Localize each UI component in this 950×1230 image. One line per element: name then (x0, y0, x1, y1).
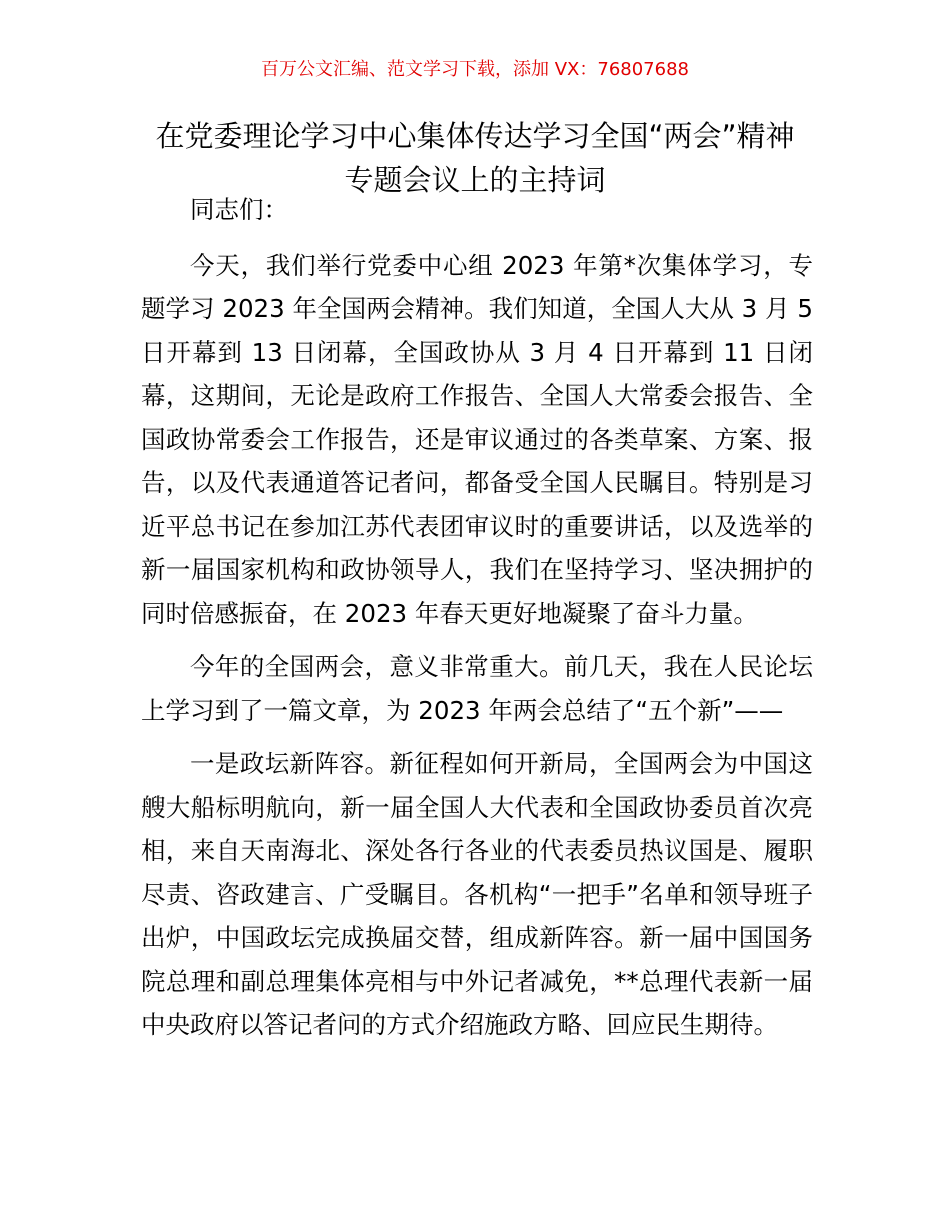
paragraph-1: 今天，我们举行党委中心组 2023 年第*次集体学习，专题学习 2023 年全国两会精神。我们知道，全国人大从 3 月 5 日开幕到 13 日闭幕，全国政协从 3 月 4 日开幕到 11 日闭幕，这期间，无论是政府工作报告、全国人大常委会报告、全国政协常委会工作报告，还是审议通过的各类草案、方案、报告，以及代表通道答记者问，都备受全国人民瞩目。特别是习近平总书记在参加江苏代表团审议时的重要讲话，以及选举的新一届国家机构和政协领导人，我们在坚持学习、坚决拥护的同时倍感振奋，在 2023 年春天更好地凝聚了奋斗力量。 (141, 250, 813, 628)
paragraph-2: 今年的全国两会，意义非常重大。前几天，我在人民论坛上学习到了一篇文章，为 2023 年两会总结了“五个新”—— (141, 652, 813, 725)
salutation: 同志们： (190, 195, 288, 224)
paragraph-3: 一是政坛新阵容。新征程如何开新局，全国两会为中国这艘大船标明航向，新一届全国人大代表和全国政协委员首次亮相，来自天南海北、深处各行各业的代表委员热议国是、履职尽责、咨政建言、广受瞩目。各机构“一把手”名单和领导班子出炉，中国政坛完成换届交替，组成新阵容。新一届中国国务院总理和副总理集体亮相与中外记者减免，**总理代表新一届中央政府以答记者问的方式介绍施政方略、回应民生期待。 (141, 749, 813, 1039)
document-title: 在党委理论学习中心集体传达学习全国“两会”精神专题会议上的主持词 (155, 119, 795, 197)
header-banner: 百万公文汇编、范文学习下载，添加 VX：76807688 (261, 59, 689, 80)
document-body (141, 188, 813, 1057)
